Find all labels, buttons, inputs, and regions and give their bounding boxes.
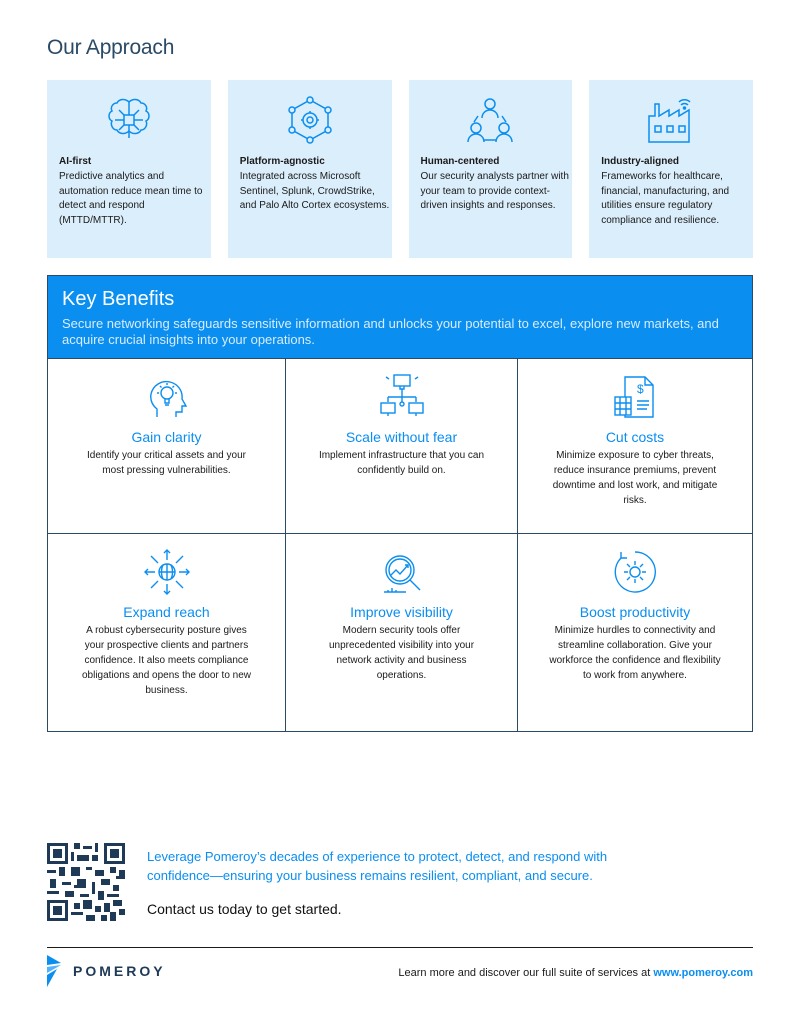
benefits-header: [48, 276, 752, 358]
approach-card-title: Industry-aligned: [601, 156, 680, 167]
benefit-gain-clarity: [48, 358, 286, 533]
cta-text: Leverage Pomeroy’s decades of experience to protect, detect, and respond with confidence—ensuring your business remains resilient, compliant, and secure.: [147, 849, 608, 883]
benefit-title: Gain clarity: [131, 429, 202, 445]
approach-card-title: AI-first: [59, 156, 92, 167]
benefits-grid: [48, 358, 752, 731]
benefit-desc: Minimize exposure to cyber threats, reduce insurance premiums, prevent downtime and lost work, and mitigate risks.: [552, 450, 718, 506]
pomeroy-logo[interactable]: [47, 955, 166, 987]
benefit-expand-reach: [48, 533, 286, 731]
approach-card-title: Human-centered: [420, 156, 500, 167]
cta-contact: Contact us today to get started.: [147, 901, 342, 917]
globe-arrows-icon: [143, 548, 191, 596]
qr-code[interactable]: [47, 843, 125, 921]
magnifier-chart-icon: [378, 548, 426, 596]
benefits-subtitle: Secure networking safeguards sensitive information and unlocks your potential to excel, explore new markets, and acquire crucial insights into your operations.: [62, 316, 719, 347]
benefit-scale: [286, 358, 518, 533]
footer-lead: Learn more and discover our full suite of services at: [398, 967, 654, 979]
approach-card-desc: Frameworks for healthcare, financial, manufacturing, and utilities ensure regulatory compliance and resilience.: [601, 171, 730, 226]
benefit-visibility: [286, 533, 518, 731]
gear-cycle-icon: [611, 548, 659, 596]
benefit-title: Scale without fear: [345, 429, 458, 445]
footer-text: [398, 967, 753, 979]
network-computers-icon: [378, 373, 426, 421]
key-benefits-panel: [47, 275, 753, 732]
approach-card-desc: Predictive analytics and automation reduce mean time to detect and respond (MTTD/MTTR).: [59, 171, 203, 226]
approach-card-human: [409, 80, 573, 258]
factory-wifi-icon: [645, 94, 697, 146]
benefit-cut-costs: [518, 358, 752, 533]
footer-url-link[interactable]: www.pomeroy.com: [653, 967, 753, 979]
benefit-desc: Modern security tools offer unprecedented visibility into your network activity and business operations.: [328, 625, 475, 681]
approach-card-desc: Integrated across Microsoft Sentinel, Splunk, CrowdStrike, and Palo Alto Cortex ecosystems.: [239, 171, 390, 211]
approach-card-ai: [47, 80, 211, 258]
svg-text:$: $: [637, 382, 644, 396]
pomeroy-mark-icon: [47, 955, 63, 987]
benefit-title: Cut costs: [605, 429, 665, 445]
benefit-title: Improve visibility: [350, 604, 453, 620]
benefit-desc: A robust cybersecurity posture gives your prospective clients and partners confidence. It also meets compliance obligations and opens the door to new business.: [81, 625, 251, 696]
benefits-title: Key Benefits: [62, 288, 175, 310]
brain-circuit-icon: [103, 94, 155, 146]
logo-wordmark: POMEROY: [73, 963, 166, 979]
network-gear-icon: [284, 94, 336, 146]
approach-card-desc: Our security analysts partner with your team to provide context-driven insights and responses.: [420, 171, 569, 211]
benefit-desc: Implement infrastructure that you can confidently build on.: [318, 450, 485, 476]
approach-cards: [47, 80, 753, 258]
benefit-desc: Minimize hurdles to connectivity and streamline collaboration. Give your workforce the confidence and flexibility to work from anywhere.: [549, 625, 721, 681]
footer-divider: [47, 947, 753, 948]
head-lightbulb-icon: [143, 373, 191, 421]
benefit-productivity: [518, 533, 752, 731]
approach-card-title: Platform-agnostic: [239, 156, 325, 167]
section-title-approach: Our Approach: [47, 36, 175, 59]
approach-card-platform: [228, 80, 392, 258]
benefit-desc: Identify your critical assets and your most pressing vulnerabilities.: [87, 450, 246, 476]
benefit-title: Boost productivity: [579, 604, 691, 620]
approach-card-industry: [589, 80, 753, 258]
benefit-title: Expand reach: [123, 604, 210, 620]
invoice-dollar-icon: [611, 373, 659, 421]
people-team-icon: [464, 94, 516, 146]
